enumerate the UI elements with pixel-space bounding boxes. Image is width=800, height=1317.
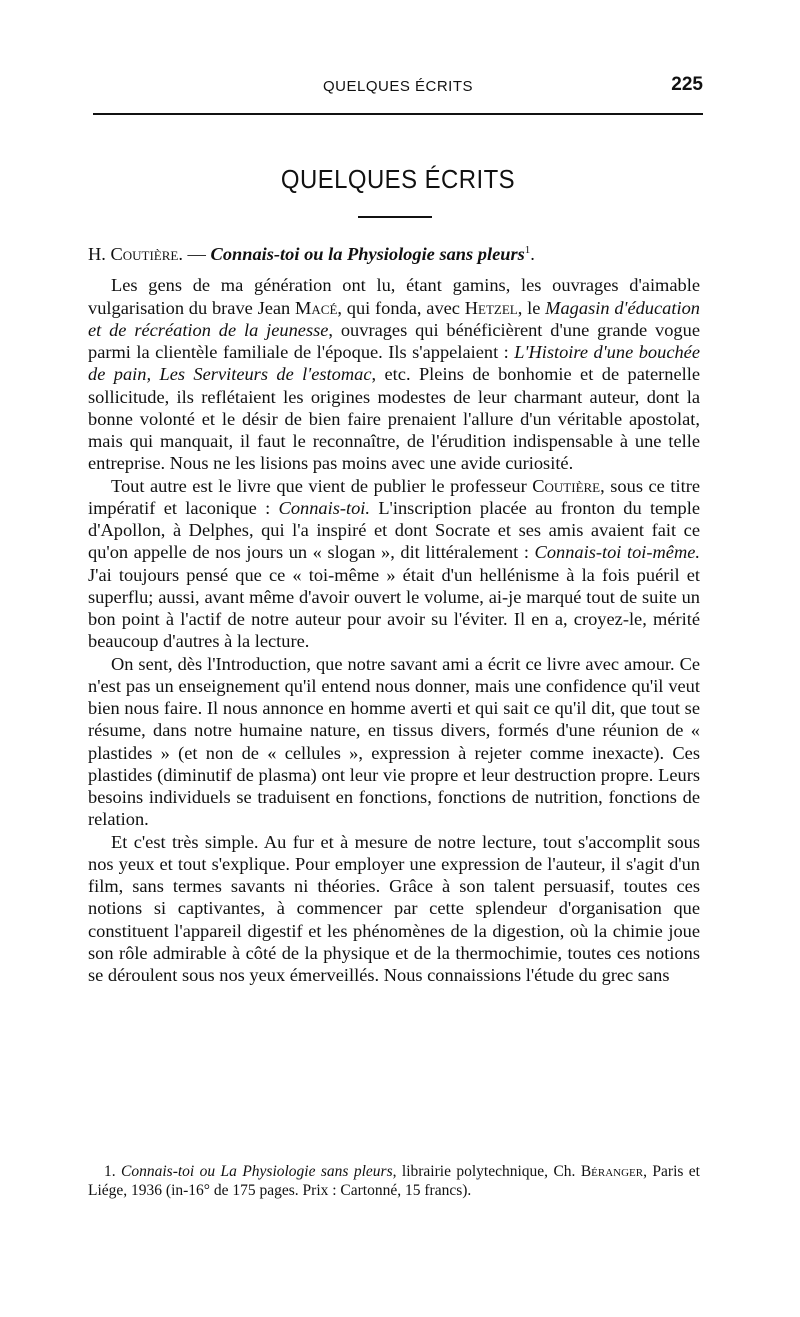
footnote-1 xyxy=(88,1162,700,1200)
p1-name-mace: Macé xyxy=(295,297,338,318)
review-book-title: Connais-toi ou la Physiologie sans pleurs xyxy=(210,244,525,264)
p2-text-4: J'ai toujours pensé que ce « toi-même » était d'un hellénisme à la fois puéril et superflu; aussi, avant même d'avoir ouvert le volume, ai-je marqué tout de suite un bon point à l'actif de notre auteur pour avoir su l'éviter. Il en a, croyez-le, mérité beaucoup d'autres à la lecture. xyxy=(88,564,700,652)
p1-text-4: , ouvrages qui bénéficièrent d'une grande vogue parmi la clientèle familiale de l'époque. Ils s'appelaient : xyxy=(88,319,700,362)
footnote-marker: 1 xyxy=(524,243,531,256)
footnote-text-2: , Paris et Liége, 1936 (in-16° de 175 pages. Prix : Cartonné, 15 francs). xyxy=(88,1163,700,1199)
p2-text-3: L'inscription placée au fronton du temple d'Apollon, à Delphes, qui l'a inspiré et dont Socrate et ses amis avaient fait ce qu'on appelle de nos jours un « slogan », dit littéralement : xyxy=(88,497,700,563)
footnote-number: 1. xyxy=(104,1163,122,1180)
paragraph-3: On sent, dès l'Introduction, que notre savant ami a écrit ce livre avec amour. Ce n'est pas un enseignement qu'il entend nous donner, mais une confidence qu'il veut bien nous faire. Il nous annonce en homme averti et qui sait ce qu'il dit, que tout se résume, dans notre humaine nature, en tissus divers, formés d'une réunion de « plastides » (et non de « cellules », expression à rejeter comme inexacte). Ces plastides (diminutif de plasma) ont leur vie propre et leur destruction propre. Leurs besoins individuels se traduisent en fonctions, fonctions de nutrition, fonctions de relation. xyxy=(88,653,700,830)
footnote-text-1: , librairie polytechnique, Ch. xyxy=(392,1163,581,1180)
footnote-book-title: Connais-toi ou La Physiologie sans pleurs xyxy=(121,1163,393,1180)
p1-text-5: , etc. Pleins de bonhomie et de paternelle sollicitude, ils reflétaient les origines modestes de leur charmant auteur, dont la bonne volonté et le désir de bien faire prenaient l'allure d'un véritable apostolat, mais qui manquait, il faut le reconnaître, de l'érudition indispensable à une telle entreprise. Nous ne les lisions pas moins avec une avide curiosité. xyxy=(88,364,701,474)
header-rule xyxy=(93,113,703,115)
p2-name-coutiere: Coutière xyxy=(532,475,601,496)
review-heading xyxy=(88,243,700,265)
footnote xyxy=(88,1162,700,1200)
chapter-title: QUELQUES ÉCRITS xyxy=(280,164,516,194)
page-number: 225 xyxy=(671,74,703,95)
p1-text-3: , le xyxy=(517,297,546,318)
p2-italic-2: Connais-toi toi-même. xyxy=(534,542,700,563)
p1-text-2: , qui fonda, avec xyxy=(337,297,465,318)
running-head xyxy=(93,72,703,112)
paragraph-1 xyxy=(88,274,700,474)
review-author: H. Coutière. xyxy=(88,244,183,264)
p1-magazine-title: Magasin d'éducation et de récréation de la jeunesse xyxy=(88,297,700,340)
p2-text-1: Tout autre est le livre que vient de publier le professeur xyxy=(111,475,533,496)
paragraph-4: Et c'est très simple. Au fur et à mesure de notre lecture, tout s'accomplit sous nos yeux et tout s'explique. Pour employer une expression de l'auteur, il s'agit d'un film, sans termes savants ni théories. Grâce à son talent persuasif, toutes ces notions si captivantes, à commencer par cette splendeur d'organisation que constituent l'appareil digestif et les phénomènes de la digestion, où la chimie joue son rôle admirable à côté de la physique et de la thermochimie, toutes ces notions se déroulent sous nos yeux émerveillés. Nous connaissions l'étude du grec sans xyxy=(88,831,700,985)
review-heading-period: . xyxy=(530,244,535,264)
title-rule xyxy=(358,216,432,218)
body-text xyxy=(88,243,700,986)
paragraph-2 xyxy=(88,475,700,653)
p2-italic-1: Connais-toi. xyxy=(278,497,370,518)
p1-name-hetzel: Hetzel xyxy=(464,297,518,318)
p2-text-2: , sous ce titre impératif et laconique : xyxy=(88,475,701,518)
footnote-publisher-name: Béranger xyxy=(580,1163,644,1180)
review-dash: — xyxy=(182,244,211,264)
p1-text-1: Les gens de ma génération ont lu, étant gamins, les ouvrages d'aimable vulgarisation du brave Jean xyxy=(88,275,700,318)
p1-book-titles: L'Histoire d'une bouchée de pain, Les Serviteurs de l'estomac xyxy=(88,342,700,385)
running-head-title: QUELQUES ÉCRITS xyxy=(322,78,474,95)
